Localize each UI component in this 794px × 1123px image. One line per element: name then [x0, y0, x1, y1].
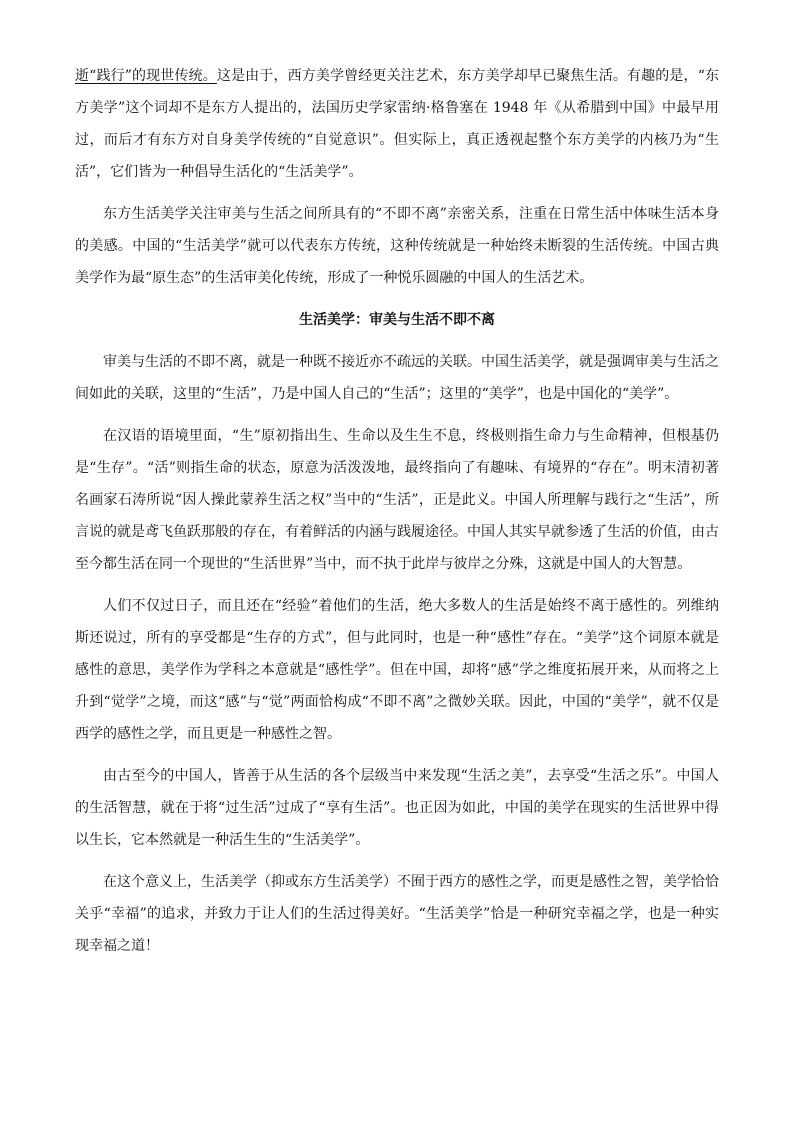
document-page	[75, 60, 719, 972]
paragraph: 由古至今的中国人，皆善于从生活的各个层级当中来发现“生活之美”，去享受“生活之乐”。中国人的生活智慧，就在于将“过生活”过成了“享有生活”。也正因为如此，中国的美学在现实的生活世界中得以生长，它本然就是一种活生生的“生活美学”。	[75, 768, 719, 848]
paragraph: 在这个意义上，生活美学（抑或东方生活美学）不囿于西方的感性之学，而更是感性之智，美学恰恰关乎“幸福”的追求，并致力于让人们的生活过得美好。“生活美学”恰是一种研究幸福之学，也是一种实现幸福之道！	[75, 874, 719, 954]
paragraph: 在汉语的语境里面，“生”原初指出生、生命以及生生不息，终极则指生命力与生命精神，但根基仍是“生存”。“活”则指生命的状态，原意为活泼泼地，最终指向了有趣味、有境界的“存在”。明末清初著名画家石涛所说“因人操此蒙养生活之权”当中的“生活”，正是此义。中国人所理解与践行之“生活”，所言说的就是鸢飞鱼跃那般的存在，有着鲜活的内涵与践履途径。中国人其实早就参透了生活的价值，由古至今都生活在同一个现世的“生活世界”当中，而不执于此岸与彼岸之分殊，这就是中国人的大智慧。	[75, 428, 719, 572]
paragraph: 东方生活美学关注审美与生活之间所具有的“不即不离”亲密关系，注重在日常生活中体味生活本身的美感。中国的“生活美学”就可以代表东方传统，这种传统就是一种始终未断裂的生活传统。中国古典美学作为最“原生态”的生活审美化传统，形成了一种悦乐圆融的中国人的生活艺术。	[75, 206, 719, 286]
section-heading: 生活美学：审美与生活不即不离	[299, 312, 495, 328]
paragraph-text: 这是由于，西方美学曾经更关注艺术，东方美学却早已聚焦生活。有趣的是，“东方美学”这个词却不是东方人提出的，法国历史学家雷纳·格鲁塞在 1948 年《从希腊到中国》中最早用过，而后才有东方对自身美学传统的“自觉意识”。但实际上，真正透视起整个东方美学的内核乃为“生活”，它们皆为一种倡导生活化的“生活美学”。	[75, 68, 719, 180]
underlined-lead-text: 逝“践行”的现世传统。	[75, 68, 217, 84]
paragraph: 审美与生活的不即不离，就是一种既不接近亦不疏远的关联。中国生活美学，就是强调审美与生活之间如此的关联，这里的“生活”，乃是中国人自己的“生活”；这里的“美学”，也是中国化的“美学”。	[75, 354, 719, 402]
paragraph-continued	[75, 60, 719, 188]
paragraph: 人们不仅过日子，而且还在“经验”着他们的生活，绝大多数人的生活是始终不离于感性的。列维纳斯还说过，所有的享受都是“生存的方式”，但与此同时，也是一种“感性”存在。“美学”这个词原本就是感性的意思，美学作为学科之本意就是“感性学”。但在中国，却将“感”学之维度拓展开来，从而将之上升到“觉学”之境，而这“感”与“觉”两面恰构成“不即不离”之微妙关联。因此，中国的“美学”，就不仅是西学的感性之学，而且更是一种感性之智。	[75, 598, 719, 742]
